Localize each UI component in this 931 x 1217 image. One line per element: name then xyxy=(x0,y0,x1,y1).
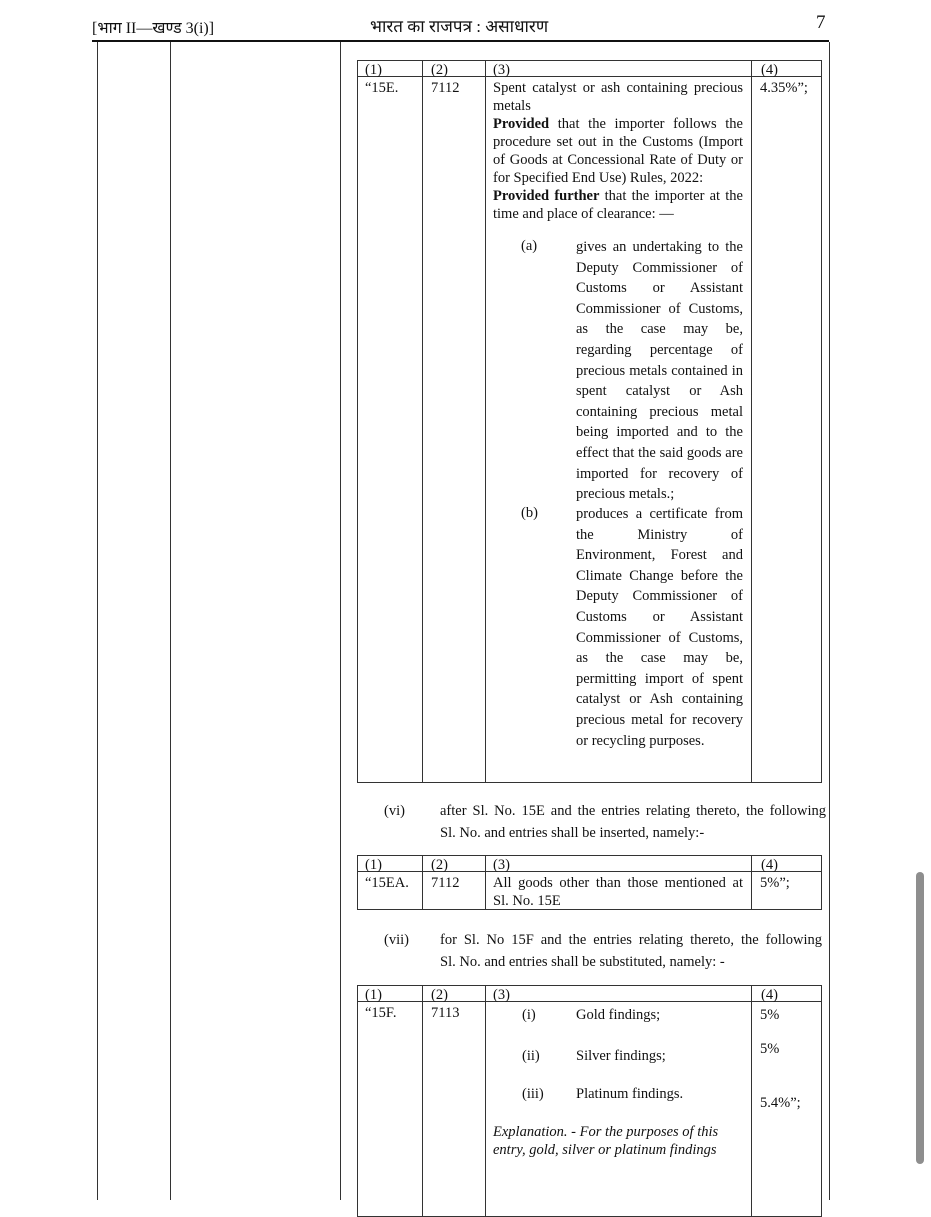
column-head-2: (2) xyxy=(431,62,448,78)
para-vi-label: (vi) xyxy=(384,803,405,819)
para-vi-line1: after Sl. No. 15E and the entries relating thereto, the following xyxy=(440,803,826,819)
clause-a-text: gives an undertaking to the Deputy Commissioner of Customs or Assistant Commissioner of Customs, as the case may be, regarding percentage of precious metals contained in spent catalyst or Ash containing precious metal being imported and to the effect that the said goods are imported for recovery of precious metals.; xyxy=(576,239,743,503)
column-head-2: (2) xyxy=(431,857,448,873)
para-vii-line2: Sl. No. and entries shall be substituted, namely: - xyxy=(440,954,725,970)
frame-line xyxy=(97,42,98,1200)
header-rule xyxy=(92,40,829,42)
header-row-divider xyxy=(358,871,821,872)
tariff-heading: 7113 xyxy=(431,1005,460,1021)
tariff-heading: 7112 xyxy=(431,875,460,891)
column-divider xyxy=(485,61,486,782)
item-text-platinum: Platinum findings. xyxy=(576,1086,684,1102)
column-divider xyxy=(422,986,423,1216)
proviso-text: that the importer at the time and place of clearance: — xyxy=(493,188,743,222)
column-divider xyxy=(422,856,423,909)
column-head-1: (1) xyxy=(365,857,382,873)
proviso-text: that the importer follows the procedure set out in the Customs (Import of Goods at Concessional Rate of Duty or for Specified End Use) Rules, 2022: xyxy=(493,116,743,186)
table-15ea xyxy=(357,855,822,910)
proviso-2 xyxy=(493,187,743,223)
column-head-1: (1) xyxy=(365,987,382,1003)
page-header xyxy=(0,0,931,40)
header-row-divider xyxy=(358,76,821,77)
para-vii-label: (vii) xyxy=(384,932,409,948)
column-head-3: (3) xyxy=(493,857,510,873)
table-15f xyxy=(357,985,822,1217)
page-number: 7 xyxy=(816,12,826,33)
frame-line xyxy=(829,42,830,1200)
frame-line xyxy=(340,42,341,1200)
proviso-keyword: Provided xyxy=(493,116,550,132)
table-15e xyxy=(357,60,822,783)
column-divider xyxy=(751,986,752,1216)
sl-no: “15F. xyxy=(365,1005,397,1021)
item-text-gold: Gold findings; xyxy=(576,1007,661,1023)
item-label-ii: (ii) xyxy=(522,1048,540,1064)
duty-rate: 5%”; xyxy=(760,875,790,891)
item-text-silver: Silver findings; xyxy=(576,1048,666,1064)
item-rate-silver: 5% xyxy=(760,1041,780,1057)
column-head-4: (4) xyxy=(761,857,778,873)
proviso-1 xyxy=(493,115,743,187)
clause-label-a: (a) xyxy=(521,238,538,254)
item-label-iii: (iii) xyxy=(522,1086,544,1102)
duty-rate: 4.35%”; xyxy=(760,80,808,96)
column-divider xyxy=(422,61,423,782)
item-rate-gold: 5% xyxy=(760,1007,780,1023)
header-part-section: [भाग II—खण्ड 3(i)] xyxy=(92,20,215,37)
column-divider xyxy=(751,856,752,909)
column-head-3: (3) xyxy=(493,987,510,1003)
column-divider xyxy=(485,856,486,909)
column-head-4: (4) xyxy=(761,987,778,1003)
sl-no: “15E. xyxy=(365,80,399,96)
para-vii-line1: for Sl. No 15F and the entries relating thereto, the following xyxy=(440,932,822,948)
clause-b-text: produces a certificate from the Ministry of Environment, Forest and Climate Change before the Deputy Commissioner of Customs or Assistant Commissioner of Customs, as the case may be, permitting import of spent catalyst or Ash containing precious metal for recovery or recycling purposes. xyxy=(576,506,743,749)
header-gazette-title: भारत का राजपत्र : असाधारण xyxy=(370,17,549,36)
frame-line xyxy=(170,42,171,1200)
column-divider xyxy=(751,61,752,782)
scrollbar-thumb[interactable] xyxy=(916,872,924,1164)
description-title: Spent catalyst or ash containing precious metals xyxy=(493,80,743,114)
para-vi-line2: Sl. No. and entries shall be inserted, namely:- xyxy=(440,825,705,841)
tariff-heading: 7112 xyxy=(431,80,460,96)
sl-no: “15EA. xyxy=(365,875,409,891)
column-head-1: (1) xyxy=(365,62,382,78)
explanation-line2: entry, gold, silver or platinum findings xyxy=(493,1142,717,1158)
column-divider xyxy=(485,986,486,1216)
explanation-line1: Explanation. - For the purposes of this xyxy=(493,1124,719,1140)
item-label-i: (i) xyxy=(522,1007,536,1023)
clause-label-b: (b) xyxy=(521,505,538,521)
item-rate-platinum: 5.4%”; xyxy=(760,1095,801,1111)
description: All goods other than those mentioned at Sl. No. 15E xyxy=(493,875,743,909)
description-block xyxy=(493,79,743,223)
column-head-3: (3) xyxy=(493,62,510,78)
column-head-2: (2) xyxy=(431,987,448,1003)
header-row-divider xyxy=(358,1001,821,1002)
proviso-keyword: Provided further xyxy=(493,188,600,204)
column-head-4: (4) xyxy=(761,62,778,78)
